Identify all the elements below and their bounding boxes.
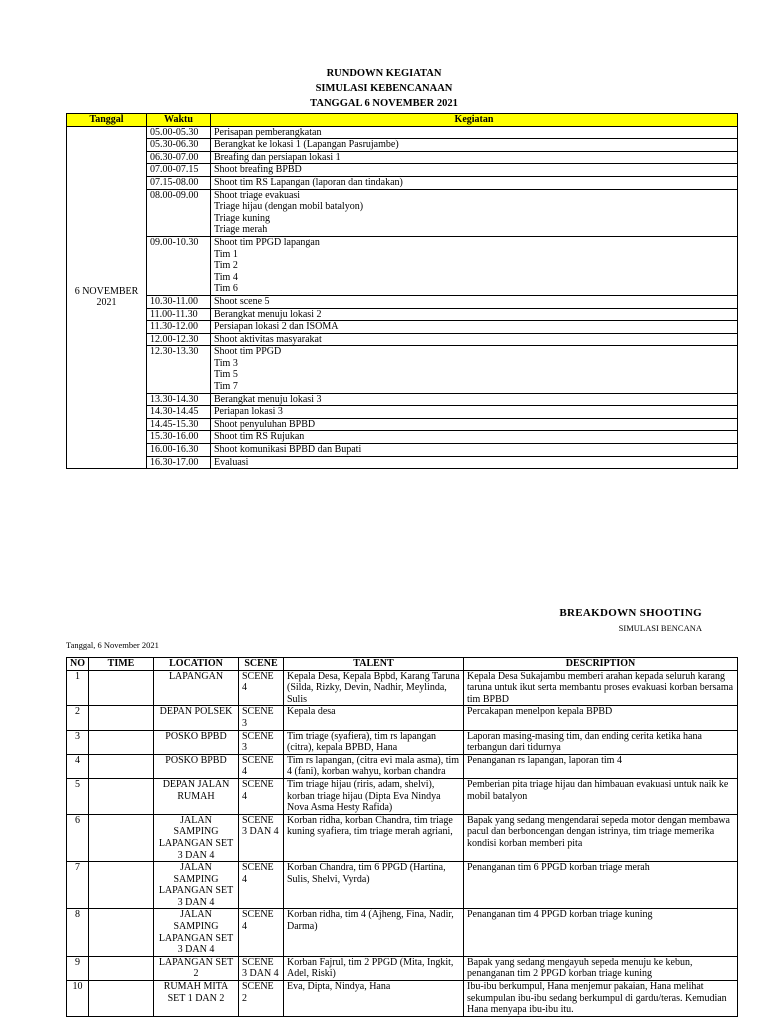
- breakdown-scene-cell: SCENE 3: [239, 706, 284, 730]
- rundown-time-cell: 14.30-14.45: [147, 406, 211, 419]
- rundown-time-cell: 15.30-16.00: [147, 431, 211, 444]
- header-talent: TALENT: [284, 658, 464, 671]
- rundown-time-cell: 08.00-09.00: [147, 189, 211, 236]
- rundown-row: [67, 333, 738, 346]
- breakdown-time-cell: [89, 956, 154, 980]
- breakdown-scene-cell: SCENE 4: [239, 862, 284, 909]
- rundown-time-cell: 11.30-12.00: [147, 321, 211, 334]
- breakdown-description-cell: Percakapan menelpon kepala BPBD: [464, 706, 738, 730]
- rundown-activity-cell: [211, 189, 738, 236]
- rundown-activity-cell: [211, 418, 738, 431]
- rundown-time-cell: 10.30-11.00: [147, 295, 211, 308]
- rundown-row: [67, 176, 738, 189]
- rundown-activity-cell: [211, 456, 738, 469]
- breakdown-no-cell: 9: [67, 956, 89, 980]
- breakdown-time-cell: [89, 706, 154, 730]
- breakdown-row: [67, 981, 738, 1017]
- breakdown-table: [66, 657, 738, 1017]
- rundown-activity-line: Triage hijau (dengan mobil batalyon): [214, 201, 364, 213]
- rundown-time-cell: 05.00-05.30: [147, 126, 211, 139]
- rundown-activity-line: Triage kuning: [214, 212, 271, 224]
- rundown-activity-line: Tim 7: [214, 381, 238, 393]
- breakdown-scene-cell: SCENE 4: [239, 754, 284, 778]
- breakdown-scene-cell: SCENE 3: [239, 730, 284, 754]
- breakdown-row: [67, 909, 738, 956]
- rundown-activity-line: Tim 3: [214, 357, 238, 369]
- breakdown-row: [67, 706, 738, 730]
- rundown-row: [67, 346, 738, 393]
- breakdown-time-cell: [89, 814, 154, 861]
- rundown-activity-cell: [211, 176, 738, 189]
- rundown-activity-line: Tim 5: [214, 369, 238, 381]
- rundown-time-cell: 16.00-16.30: [147, 444, 211, 457]
- breakdown-description-cell: Bapak yang sedang mengayuh sepeda menuju ke kebun, penanganan tim 2 PPGD korban triage kuning: [464, 956, 738, 980]
- breakdown-talent-cell: Korban Fajrul, tim 2 PPGD (Mita, Ingkit, Adel, Riski): [284, 956, 464, 980]
- rundown-row: [67, 418, 738, 431]
- breakdown-scene-cell: SCENE 4: [239, 909, 284, 956]
- breakdown-location-cell: POSKO BPBD: [154, 730, 239, 754]
- breakdown-location-cell: DEPAN POLSEK: [154, 706, 239, 730]
- rundown-activity-cell: [211, 295, 738, 308]
- rundown-row: [67, 321, 738, 334]
- breakdown-no-cell: 5: [67, 778, 89, 814]
- breakdown-scene-cell: SCENE 3 DAN 4: [239, 956, 284, 980]
- rundown-time-cell: 14.45-15.30: [147, 418, 211, 431]
- breakdown-time-cell: [89, 670, 154, 706]
- breakdown-no-cell: 1: [67, 670, 89, 706]
- breakdown-description-cell: Penanganan tim 4 PPGD korban triage kuning: [464, 909, 738, 956]
- breakdown-no-cell: 8: [67, 909, 89, 956]
- rundown-time-cell: 16.30-17.00: [147, 456, 211, 469]
- rundown-row: [67, 406, 738, 419]
- breakdown-talent-cell: Tim rs lapangan, (citra evi mala asma), tim 4 (fani), korban wahyu, korban chandra: [284, 754, 464, 778]
- breakdown-scene-cell: SCENE 2: [239, 981, 284, 1017]
- rundown-activity-line: Shoot scene 5: [214, 295, 270, 307]
- breakdown-talent-cell: Kepala desa: [284, 706, 464, 730]
- rundown-row: [67, 444, 738, 457]
- breakdown-description-cell: Bapak yang sedang mengendarai sepeda motor dengan membawa pacul dan berboncengan dengan istrinya, tim triage memerika kondisi korban memberi pita: [464, 814, 738, 861]
- breakdown-no-cell: 2: [67, 706, 89, 730]
- rundown-activity-line: Breafing dan persiapan lokasi 1: [214, 151, 341, 163]
- rundown-activity-line: Shoot breafing BPBD: [214, 164, 302, 176]
- rundown-time-cell: 09.00-10.30: [147, 236, 211, 295]
- breakdown-description-cell: Ibu-ibu berkumpul, Hana menjemur pakaian, Hana melihat sekumpulan ibu-ibu sedang berkumpul di gardu/teras. Kemudian Hana menyapa ibu-ibu itu.: [464, 981, 738, 1017]
- breakdown-time-cell: [89, 754, 154, 778]
- breakdown-description-cell: Kepala Desa Sukajambu memberi arahan kepada seluruh karang taruna untuk ikut serta membantu proses evakuasi korban bersama tim BPBD: [464, 670, 738, 706]
- header-kegiatan: Kegiatan: [211, 114, 738, 127]
- rundown-row: [67, 139, 738, 152]
- rundown-activity-line: Perisapan pemberangkatan: [214, 126, 322, 138]
- breakdown-subtitle: SIMULASI BENCANA: [618, 623, 702, 633]
- breakdown-time-cell: [89, 730, 154, 754]
- breakdown-time-cell: [89, 778, 154, 814]
- breakdown-date: Tanggal, 6 November 2021: [66, 640, 159, 650]
- breakdown-no-cell: 4: [67, 754, 89, 778]
- rundown-row: [67, 189, 738, 236]
- rundown-row: [67, 308, 738, 321]
- breakdown-title: BREAKDOWN SHOOTING: [559, 607, 702, 619]
- breakdown-row: [67, 862, 738, 909]
- rundown-activity-line: Shoot tim PPGD lapangan: [214, 236, 320, 248]
- rundown-subtitle: SIMULASI KEBENCANAAN: [315, 83, 453, 94]
- rundown-time-cell: 07.00-07.15: [147, 164, 211, 177]
- header-location: LOCATION: [154, 658, 239, 671]
- rundown-activity-cell: [211, 151, 738, 164]
- breakdown-scene-cell: SCENE 4: [239, 670, 284, 706]
- breakdown-description-cell: Laporan masing-masing tim, dan ending cerita ketika hana terbangun dari tidurnya: [464, 730, 738, 754]
- rundown-time-cell: 07.15-08.00: [147, 176, 211, 189]
- rundown-title: RUNDOWN KEGIATAN: [326, 68, 442, 79]
- rundown-activity-cell: [211, 164, 738, 177]
- breakdown-talent-cell: Korban ridha, tim 4 (Ajheng, Fina, Nadir, Darma): [284, 909, 464, 956]
- rundown-activity-line: Periapan lokasi 3: [214, 406, 283, 418]
- breakdown-talent-cell: Korban ridha, korban Chandra, tim triage kuning syafiera, tim triage merah agriani,: [284, 814, 464, 861]
- breakdown-time-cell: [89, 909, 154, 956]
- breakdown-talent-cell: Tim triage hijau (riris, adam, shelvi), korban triage hijau (Dipta Eva Nindya Nova Asma Hesty Rafida): [284, 778, 464, 814]
- rundown-table: [66, 113, 738, 469]
- rundown-activity-line: Berangkat menuju lokasi 2: [214, 308, 322, 320]
- rundown-date-title: TANGGAL 6 NOVEMBER 2021: [310, 98, 458, 109]
- rundown-row: [67, 151, 738, 164]
- breakdown-no-cell: 6: [67, 814, 89, 861]
- header-scene: SCENE: [239, 658, 284, 671]
- rundown-activity-line: Shoot triage evakuasi: [214, 189, 301, 201]
- breakdown-location-cell: JALAN SAMPING LAPANGAN SET 3 DAN 4: [154, 814, 239, 861]
- breakdown-scene-cell: SCENE 4: [239, 778, 284, 814]
- breakdown-description-cell: Pemberian pita triage hijau dan himbauan evakuasi untuk naik ke mobil batalyon: [464, 778, 738, 814]
- header-no: NO: [67, 658, 89, 671]
- breakdown-time-cell: [89, 981, 154, 1017]
- rundown-activity-line: Tim 4: [214, 271, 238, 283]
- rundown-date-cell: 6 NOVEMBER 2021: [67, 126, 147, 469]
- rundown-activity-cell: [211, 444, 738, 457]
- rundown-activity-line: Tim 6: [214, 283, 238, 295]
- breakdown-location-cell: JALAN SAMPING LAPANGAN SET 3 DAN 4: [154, 862, 239, 909]
- header-description: DESCRIPTION: [464, 658, 738, 671]
- rundown-activity-cell: [211, 308, 738, 321]
- rundown-time-cell: 13.30-14.30: [147, 393, 211, 406]
- rundown-activity-line: Shoot aktivitas masyarakat: [214, 333, 322, 345]
- breakdown-location-cell: RUMAH MITA SET 1 DAN 2: [154, 981, 239, 1017]
- rundown-body: [67, 126, 738, 469]
- rundown-activity-line: Shoot penyuluhan BPBD: [214, 418, 316, 430]
- header-waktu: Waktu: [147, 114, 211, 127]
- rundown-activity-cell: [211, 406, 738, 419]
- rundown-activity-cell: [211, 321, 738, 334]
- breakdown-talent-cell: Tim triage (syafiera), tim rs lapangan (citra), kepala BPBD, Hana: [284, 730, 464, 754]
- rundown-activity-line: Triage merah: [214, 224, 268, 236]
- rundown-header-row: [67, 114, 738, 127]
- breakdown-row: [67, 956, 738, 980]
- rundown-activity-cell: [211, 126, 738, 139]
- rundown-activity-line: Evaluasi: [214, 456, 249, 468]
- breakdown-talent-cell: Korban Chandra, tim 6 PPGD (Hartina, Sulis, Shelvi, Vyrda): [284, 862, 464, 909]
- rundown-time-cell: 12.30-13.30: [147, 346, 211, 393]
- rundown-row: [67, 126, 738, 139]
- header-tanggal: Tanggal: [67, 114, 147, 127]
- rundown-activity-line: Persiapan lokasi 2 dan ISOMA: [214, 321, 339, 333]
- rundown-activity-line: Tim 1: [214, 248, 238, 260]
- rundown-activity-cell: [211, 139, 738, 152]
- rundown-activity-cell: [211, 431, 738, 444]
- rundown-activity-cell: [211, 236, 738, 295]
- breakdown-row: [67, 670, 738, 706]
- rundown-time-cell: 12.00-12.30: [147, 333, 211, 346]
- breakdown-body: [67, 670, 738, 1016]
- rundown-activity-cell: [211, 393, 738, 406]
- rundown-activity-line: Shoot tim RS Lapangan (laporan dan tindakan): [214, 176, 403, 188]
- rundown-time-cell: 06.30-07.00: [147, 151, 211, 164]
- rundown-time-cell: 05.30-06.30: [147, 139, 211, 152]
- rundown-activity-line: Tim 2: [214, 260, 238, 272]
- breakdown-talent-cell: Eva, Dipta, Nindya, Hana: [284, 981, 464, 1017]
- rundown-activity-line: Shoot komunikasi BPBD dan Bupati: [214, 444, 362, 456]
- breakdown-header-row: [67, 658, 738, 671]
- breakdown-location-cell: DEPAN JALAN RUMAH: [154, 778, 239, 814]
- breakdown-location-cell: JALAN SAMPING LAPANGAN SET 3 DAN 4: [154, 909, 239, 956]
- breakdown-location-cell: LAPANGAN: [154, 670, 239, 706]
- rundown-row: [67, 295, 738, 308]
- breakdown-time-cell: [89, 862, 154, 909]
- rundown-row: [67, 164, 738, 177]
- rundown-activity-cell: [211, 333, 738, 346]
- rundown-activity-line: Berangkat menuju lokasi 3: [214, 393, 322, 405]
- breakdown-location-cell: LAPANGAN SET 2: [154, 956, 239, 980]
- rundown-time-cell: 11.00-11.30: [147, 308, 211, 321]
- breakdown-no-cell: 7: [67, 862, 89, 909]
- breakdown-location-cell: POSKO BPBD: [154, 754, 239, 778]
- rundown-row: [67, 393, 738, 406]
- breakdown-description-cell: Penanganan tim 6 PPGD korban triage merah: [464, 862, 738, 909]
- rundown-row: [67, 431, 738, 444]
- header-time: TIME: [89, 658, 154, 671]
- breakdown-row: [67, 754, 738, 778]
- breakdown-description-cell: Penanganan rs lapangan, laporan tim 4: [464, 754, 738, 778]
- breakdown-no-cell: 3: [67, 730, 89, 754]
- breakdown-row: [67, 778, 738, 814]
- rundown-activity-line: Shoot tim PPGD: [214, 346, 282, 358]
- rundown-row: [67, 236, 738, 295]
- breakdown-talent-cell: Kepala Desa, Kepala Bpbd, Karang Taruna (Silda, Rizky, Devin, Nadhir, Meylinda, Sulis: [284, 670, 464, 706]
- rundown-activity-cell: [211, 346, 738, 393]
- breakdown-row: [67, 814, 738, 861]
- rundown-row: [67, 456, 738, 469]
- rundown-activity-line: Shoot tim RS Rujukan: [214, 431, 305, 443]
- rundown-activity-line: Berangkat ke lokasi 1 (Lapangan Pasrujambe): [214, 139, 399, 151]
- breakdown-scene-cell: SCENE 3 DAN 4: [239, 814, 284, 861]
- breakdown-no-cell: 10: [67, 981, 89, 1017]
- breakdown-row: [67, 730, 738, 754]
